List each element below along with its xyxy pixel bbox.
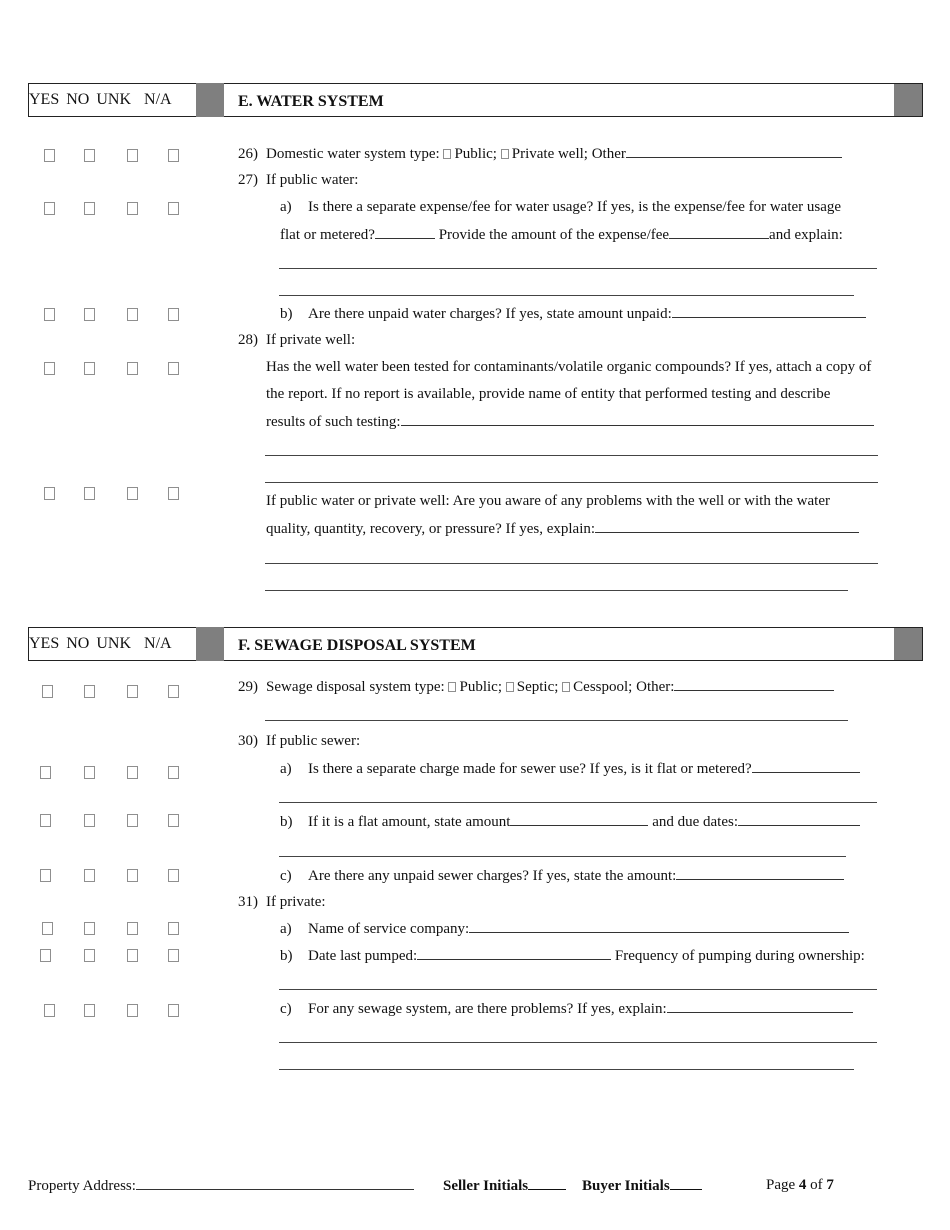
question-31	[238, 894, 326, 911]
page-total: 7	[826, 1177, 834, 1193]
due-dates-field[interactable]	[738, 813, 860, 826]
checkbox-yes[interactable]	[42, 922, 53, 935]
question-28-problems-line1: If public water or private well: Are you aware of any problems with the well or with the water	[266, 493, 830, 509]
checkbox-yes[interactable]	[44, 308, 55, 321]
checkbox-no[interactable]	[84, 308, 95, 321]
explain-line[interactable]	[265, 590, 848, 591]
question-31a	[280, 920, 849, 938]
date-last-pumped-field[interactable]	[417, 947, 611, 960]
sub-label: a)	[280, 199, 292, 215]
checkbox-na[interactable]	[168, 766, 179, 779]
question-text: Date last pumped:	[308, 948, 418, 964]
checkbox-no[interactable]	[84, 766, 95, 779]
checkbox-unk[interactable]	[127, 949, 138, 962]
section-e-divider-block	[196, 83, 224, 117]
question-28-line3	[266, 413, 874, 431]
other-sewage-type-field[interactable]	[674, 678, 834, 691]
question-text: Provide the amount of the expense/fee	[438, 227, 670, 243]
question-text: Domestic water system type:	[266, 146, 440, 162]
explain-line[interactable]	[265, 482, 878, 483]
section-f-column-headers	[29, 627, 172, 661]
question-text: If public sewer:	[266, 733, 361, 749]
checkbox-na[interactable]	[168, 1004, 179, 1017]
unpaid-sewer-amount-field[interactable]	[676, 867, 844, 880]
explain-line[interactable]	[279, 856, 846, 857]
option-public-label: Public;	[459, 679, 502, 695]
checkbox-na[interactable]	[168, 202, 179, 215]
checkbox-no[interactable]	[84, 487, 95, 500]
question-number: 28)	[238, 332, 258, 348]
question-number: 29)	[238, 679, 258, 695]
question-text: For any sewage system, are there problems? If yes, explain:	[308, 1001, 667, 1017]
unpaid-amount-field[interactable]	[672, 305, 866, 318]
col-yes: YES	[29, 91, 60, 108]
option-public-checkbox[interactable]	[443, 149, 451, 159]
explain-line[interactable]	[279, 295, 854, 296]
option-private-checkbox[interactable]	[501, 149, 509, 159]
option-septic-label: Septic;	[516, 679, 559, 695]
col-no: NO	[66, 635, 90, 652]
question-30a	[280, 760, 860, 778]
checkbox-yes[interactable]	[40, 949, 51, 962]
question-31b	[280, 947, 865, 965]
checkbox-no[interactable]	[84, 949, 95, 962]
seller-initials-label: Seller Initials	[443, 1178, 529, 1194]
buyer-initials-field[interactable]	[670, 1177, 702, 1190]
question-text: If private:	[266, 894, 326, 910]
checkbox-unk[interactable]	[127, 869, 138, 882]
question-number: 31)	[238, 894, 258, 910]
question-27a-line1	[280, 199, 841, 216]
col-unk: UNK	[96, 635, 132, 652]
section-e-end-block	[894, 84, 922, 116]
section-f-end-block	[894, 628, 922, 660]
checkbox-unk[interactable]	[127, 685, 138, 698]
sub-label: c)	[280, 868, 292, 884]
option-septic-checkbox[interactable]	[506, 682, 514, 692]
sub-label: b)	[280, 814, 293, 830]
col-yes: YES	[29, 635, 60, 652]
checkbox-na[interactable]	[168, 308, 179, 321]
checkbox-no[interactable]	[84, 685, 95, 698]
question-text: If public water:	[266, 172, 359, 188]
explain-line[interactable]	[265, 455, 878, 456]
checkbox-unk[interactable]	[127, 1004, 138, 1017]
question-text: If it is a flat amount, state amount	[308, 814, 511, 830]
checkbox-unk[interactable]	[127, 487, 138, 500]
checkbox-na[interactable]	[168, 487, 179, 500]
checkbox-yes[interactable]	[44, 1004, 55, 1017]
question-28-problems-line2	[266, 520, 859, 538]
checkbox-yes[interactable]	[40, 869, 51, 882]
question-29	[238, 678, 834, 696]
checkbox-yes[interactable]	[44, 202, 55, 215]
question-30c	[280, 867, 844, 885]
checkbox-unk[interactable]	[127, 766, 138, 779]
seller-initials-field[interactable]	[528, 1177, 566, 1190]
sub-label: a)	[280, 921, 292, 937]
question-text: If private well:	[266, 332, 356, 348]
question-text: and explain:	[769, 227, 843, 243]
flat-amount-field[interactable]	[510, 813, 648, 826]
checkbox-unk[interactable]	[127, 922, 138, 935]
question-28-line2: the report. If no report is available, provide name of entity that performed testing and describe	[266, 386, 831, 402]
checkbox-unk[interactable]	[127, 814, 138, 827]
option-private-label: Private well; Other	[511, 146, 626, 162]
checkbox-unk[interactable]	[127, 149, 138, 162]
checkbox-unk[interactable]	[127, 202, 138, 215]
option-cesspool-checkbox[interactable]	[562, 682, 570, 692]
testing-results-field[interactable]	[401, 413, 874, 426]
section-f-divider-block	[196, 627, 224, 661]
question-text: results of such testing:	[266, 414, 401, 430]
checkbox-na[interactable]	[168, 685, 179, 698]
sub-label: b)	[280, 948, 293, 964]
question-27	[238, 172, 358, 189]
explain-line[interactable]	[279, 268, 877, 269]
col-no: NO	[66, 91, 90, 108]
property-address-field[interactable]	[136, 1177, 414, 1190]
question-27b	[280, 305, 866, 323]
other-water-type-field[interactable]	[626, 145, 842, 158]
option-public-label: Public;	[454, 146, 497, 162]
sewage-problems-field[interactable]	[667, 1000, 853, 1013]
sub-label: b)	[280, 306, 293, 322]
question-text: and due dates:	[652, 814, 739, 830]
footer-seller-initials	[443, 1177, 566, 1195]
service-company-field[interactable]	[469, 920, 849, 933]
page-prefix: Page	[766, 1177, 796, 1193]
problems-explain-field[interactable]	[595, 520, 859, 533]
checkbox-na[interactable]	[168, 869, 179, 882]
page-current: 4	[798, 1177, 807, 1193]
col-na: N/A	[144, 635, 172, 652]
explain-line[interactable]	[279, 1042, 877, 1043]
question-number: 26)	[238, 146, 258, 162]
checkbox-unk[interactable]	[127, 308, 138, 321]
flat-or-metered-field[interactable]	[752, 760, 860, 773]
sub-label: a)	[280, 761, 292, 777]
question-text: Name of service company:	[308, 921, 470, 937]
checkbox-na[interactable]	[168, 814, 179, 827]
checkbox-yes[interactable]	[40, 766, 51, 779]
question-text: Is there a separate expense/fee for water usage? If yes, is the expense/fee for water usage	[308, 199, 842, 215]
checkbox-no[interactable]	[84, 202, 95, 215]
flat-or-metered-field[interactable]	[375, 226, 435, 239]
section-e-column-headers	[29, 83, 172, 117]
checkbox-unk[interactable]	[127, 362, 138, 375]
checkbox-yes[interactable]	[44, 362, 55, 375]
checkbox-na[interactable]	[168, 949, 179, 962]
option-other-label: Other:	[636, 679, 675, 695]
page-of: of	[810, 1177, 823, 1193]
checkbox-na[interactable]	[168, 149, 179, 162]
question-text: Frequency of pumping during ownership:	[614, 948, 865, 964]
question-30b	[280, 813, 860, 831]
property-address-label: Property Address:	[28, 1178, 136, 1194]
checkbox-no[interactable]	[84, 362, 95, 375]
question-text: flat or metered?	[280, 227, 375, 243]
col-unk: UNK	[96, 91, 132, 108]
question-28	[238, 332, 355, 349]
question-27a-line2	[280, 226, 843, 244]
explain-line[interactable]	[279, 1069, 854, 1070]
checkbox-yes[interactable]	[40, 814, 51, 827]
checkbox-yes[interactable]	[44, 487, 55, 500]
checkbox-no[interactable]	[84, 922, 95, 935]
question-number: 30)	[238, 733, 258, 749]
expense-amount-field[interactable]	[669, 226, 769, 239]
explain-line[interactable]	[265, 563, 878, 564]
explain-line[interactable]	[279, 802, 877, 803]
question-26	[238, 145, 842, 163]
question-30	[238, 733, 360, 750]
sub-label: c)	[280, 1001, 292, 1017]
checkbox-no[interactable]	[84, 814, 95, 827]
question-text: Are there unpaid water charges? If yes, state amount unpaid:	[308, 306, 672, 322]
option-cesspool-label: Cesspool;	[573, 679, 633, 695]
checkbox-yes[interactable]	[44, 149, 55, 162]
section-f-title: F. SEWAGE DISPOSAL SYSTEM	[238, 637, 476, 654]
footer-buyer-initials	[582, 1177, 702, 1195]
question-number: 27)	[238, 172, 258, 188]
checkbox-na[interactable]	[168, 362, 179, 375]
checkbox-na[interactable]	[168, 922, 179, 935]
page-number	[766, 1177, 834, 1194]
footer-property-address	[28, 1177, 414, 1195]
question-text: Are there any unpaid sewer charges? If yes, state the amount:	[308, 868, 677, 884]
section-e-title: E. WATER SYSTEM	[238, 93, 384, 110]
checkbox-no[interactable]	[84, 869, 95, 882]
col-na: N/A	[144, 91, 172, 108]
option-public-checkbox[interactable]	[448, 682, 456, 692]
question-31c	[280, 1000, 853, 1018]
checkbox-no[interactable]	[84, 1004, 95, 1017]
question-28-line1: Has the well water been tested for contaminants/volatile organic compounds? If yes, attach a copy of	[266, 359, 872, 375]
question-text: quality, quantity, recovery, or pressure? If yes, explain:	[266, 521, 596, 537]
buyer-initials-label: Buyer Initials	[582, 1178, 670, 1194]
question-text: Sewage disposal system type:	[266, 679, 445, 695]
question-text: Is there a separate charge made for sewer use? If yes, is it flat or metered?	[308, 761, 752, 777]
explain-line[interactable]	[279, 989, 877, 990]
checkbox-no[interactable]	[84, 149, 95, 162]
explain-line[interactable]	[265, 720, 848, 721]
checkbox-yes[interactable]	[42, 685, 53, 698]
